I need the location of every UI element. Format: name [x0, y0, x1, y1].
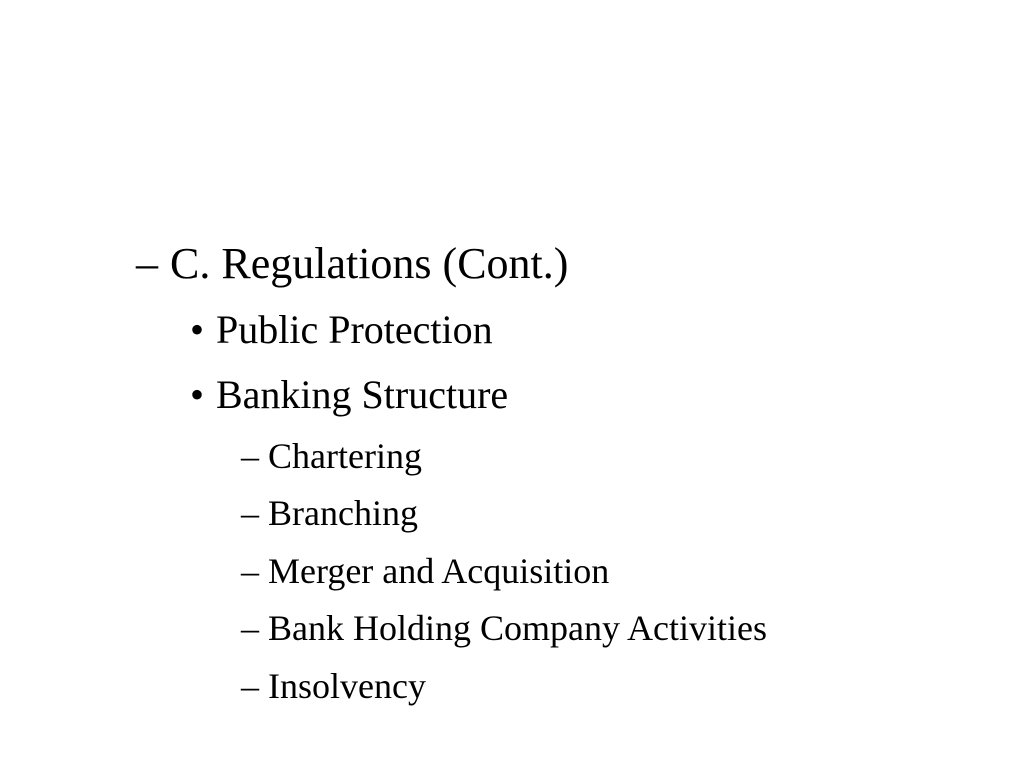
dash-marker: –: [136, 239, 158, 288]
sub-item-branching: Branching: [268, 493, 418, 533]
slide-heading: C. Regulations (Cont.): [170, 239, 569, 288]
sub-item-insolvency: Insolvency: [268, 666, 426, 706]
dash-marker: –: [241, 493, 259, 533]
dash-marker: –: [241, 666, 259, 706]
bullet-item-banking-structure: Banking Structure: [216, 372, 509, 417]
bullet-marker: •: [190, 372, 205, 417]
bullet-item-public-protection: Public Protection: [216, 307, 493, 352]
dash-marker: –: [241, 551, 259, 591]
dash-marker: –: [241, 608, 259, 648]
sub-item-merger-acquisition: Merger and Acquisition: [268, 551, 610, 591]
dash-marker: –: [241, 436, 259, 476]
bullet-marker: •: [190, 307, 205, 352]
sub-item-chartering: Chartering: [268, 436, 422, 476]
sub-item-bank-holding-company: Bank Holding Company Activities: [268, 608, 767, 648]
